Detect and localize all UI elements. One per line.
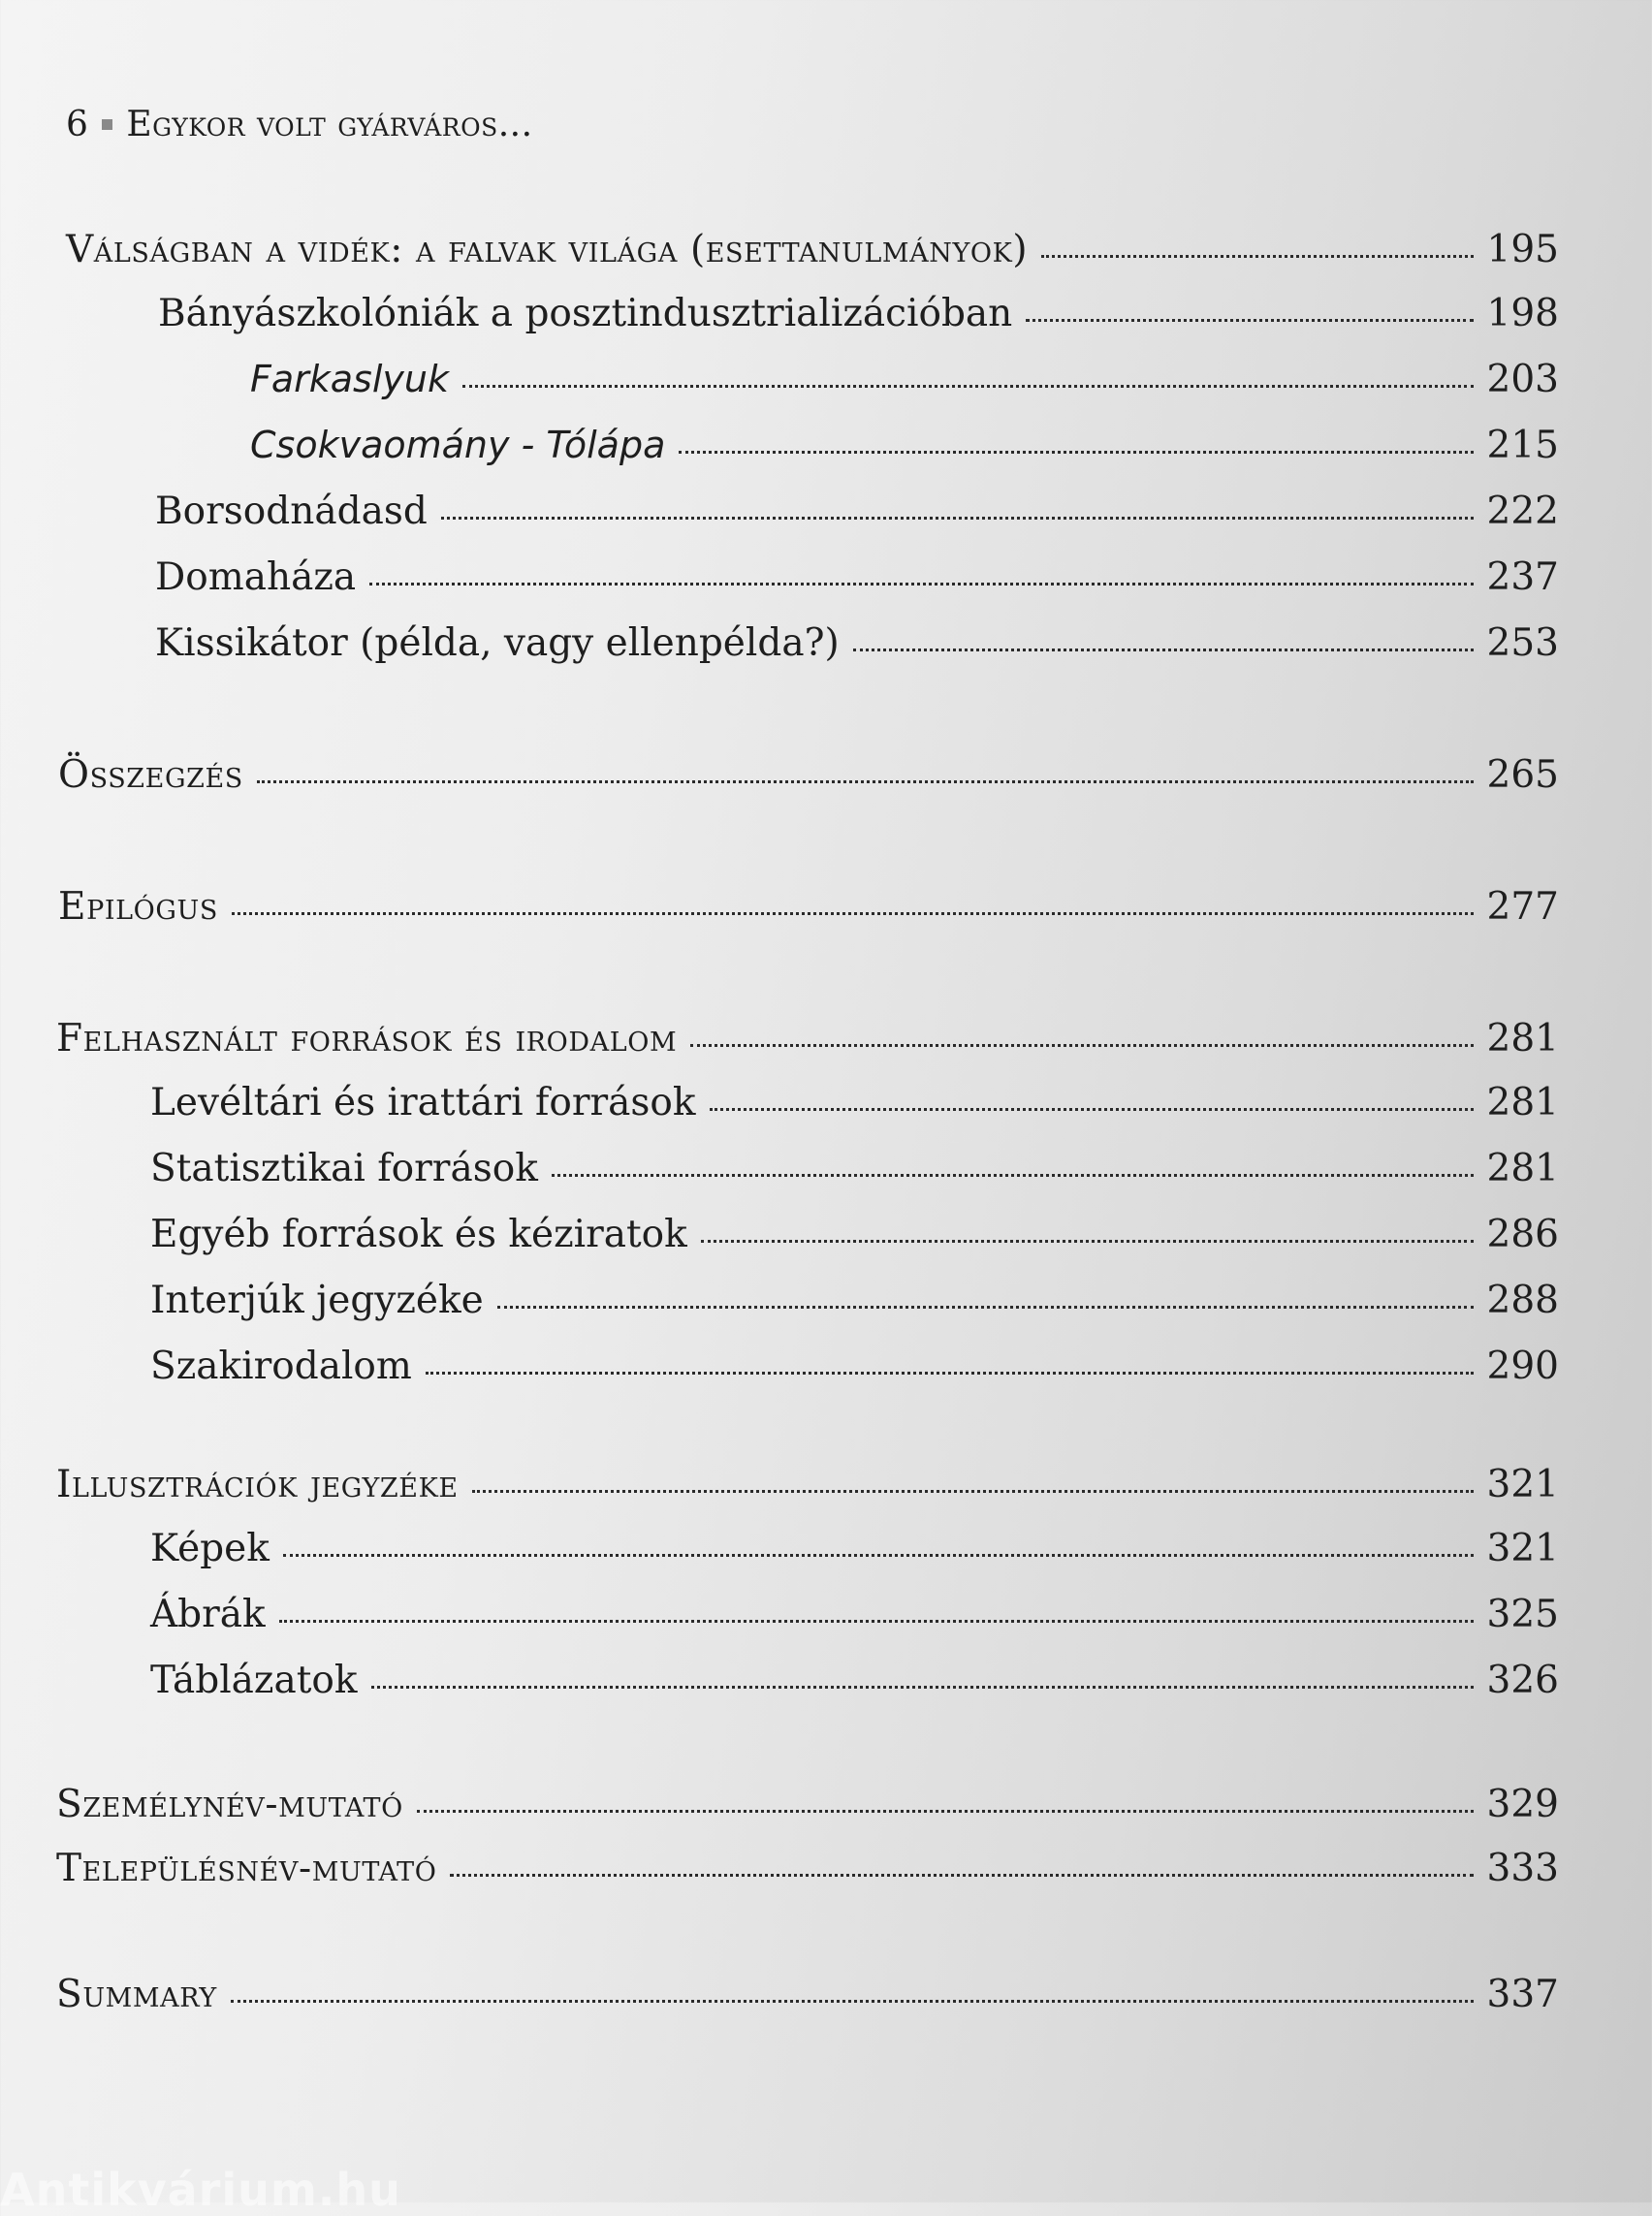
dot-leader xyxy=(1026,319,1473,322)
toc-entry-title: Egyéb források és kéziratok xyxy=(150,1213,687,1256)
toc-entry-banyaszkoloniak xyxy=(158,292,1559,335)
toc-entry-statisztikai xyxy=(150,1147,1559,1190)
dot-leader xyxy=(231,2000,1474,2003)
toc-entry-szakirodalom xyxy=(150,1345,1559,1388)
dot-leader xyxy=(710,1108,1474,1111)
toc-entry-page: 281 xyxy=(1486,1017,1559,1061)
watermark: Antikvárium.hu xyxy=(0,2164,401,2216)
book-title: Egykor volt gyárváros... xyxy=(126,105,533,144)
toc-entry-title: Összegzés xyxy=(58,753,243,797)
toc-entry-title: Borsodnádasd xyxy=(155,490,428,533)
dot-leader xyxy=(853,649,1474,651)
dot-leader xyxy=(552,1174,1474,1177)
dot-leader xyxy=(701,1240,1474,1243)
toc-entry-valsagban xyxy=(66,228,1559,271)
toc-entry-page: 265 xyxy=(1486,753,1559,797)
dot-leader xyxy=(283,1554,1474,1557)
toc-entry-illusztraciok xyxy=(56,1463,1559,1506)
toc-entry-kissikator xyxy=(155,621,1559,665)
toc-entry-farkaslyuk xyxy=(250,358,1559,401)
toc-entry-title: Csokvaomány - Tólápa xyxy=(250,424,666,466)
toc-entry-summary xyxy=(56,1973,1559,2016)
toc-entry-title: Statisztikai források xyxy=(150,1147,538,1190)
toc-entry-felhasznalt-forrasok xyxy=(56,1017,1559,1061)
toc-entry-page: 198 xyxy=(1486,292,1559,335)
toc-entry-page: 277 xyxy=(1486,885,1559,929)
toc-entry-title: Farkaslyuk xyxy=(250,358,449,400)
toc-entry-telepulesnev-mutato xyxy=(56,1847,1559,1890)
toc-entry-page: 237 xyxy=(1486,555,1559,599)
dot-leader xyxy=(369,583,1473,586)
toc-entry-leveltari xyxy=(150,1081,1559,1124)
toc-entry-borsodnadasd xyxy=(155,490,1559,533)
toc-entry-page: 333 xyxy=(1486,1847,1559,1890)
dot-leader xyxy=(462,385,1474,388)
toc-entry-page: 329 xyxy=(1486,1783,1559,1826)
toc-entry-page: 288 xyxy=(1486,1279,1559,1322)
toc-entry-title: Epilógus xyxy=(58,885,218,929)
toc-entry-title: Válságban a vidék: a falvak világa (esettanulmányok) xyxy=(66,228,1029,271)
dot-leader xyxy=(279,1620,1474,1623)
dot-leader xyxy=(232,912,1474,915)
toc-entry-domahaza xyxy=(155,555,1559,599)
toc-entry-title: Szakirodalom xyxy=(150,1345,412,1388)
toc-entry-title: Interjúk jegyzéke xyxy=(150,1279,484,1322)
toc-entry-page: 222 xyxy=(1486,490,1559,533)
toc-entry-title: Bányászkolóniák a posztindusztrializációban xyxy=(158,292,1013,335)
toc-entry-page: 195 xyxy=(1486,228,1559,271)
dot-leader xyxy=(690,1044,1473,1047)
toc-entry-title: Településnév-mutató xyxy=(56,1847,437,1890)
toc-entry-page: 326 xyxy=(1486,1659,1559,1702)
toc-entry-interjuk xyxy=(150,1279,1559,1322)
dot-leader xyxy=(257,780,1474,783)
dot-leader xyxy=(450,1874,1473,1877)
toc-entry-title: Táblázatok xyxy=(150,1659,358,1702)
toc-entry-page: 290 xyxy=(1486,1345,1559,1388)
dot-leader xyxy=(472,1490,1474,1493)
toc-entry-csokvaomany xyxy=(250,424,1559,467)
toc-entry-page: 203 xyxy=(1486,358,1559,401)
toc-entry-kepek xyxy=(150,1527,1559,1570)
dot-leader xyxy=(1041,255,1473,258)
toc-entry-title: Képek xyxy=(150,1527,270,1570)
dot-leader xyxy=(497,1306,1474,1309)
toc-entry-title: Kissikátor (példa, vagy ellenpélda?) xyxy=(155,621,840,665)
toc-entry-szemelynev-mutato xyxy=(56,1783,1559,1826)
toc-entry-page: 286 xyxy=(1486,1213,1559,1256)
toc-entry-page: 325 xyxy=(1486,1593,1559,1636)
toc-entry-osszegzes xyxy=(58,753,1559,797)
toc-entry-title: Személynév-mutató xyxy=(56,1783,403,1826)
dot-leader xyxy=(417,1810,1474,1813)
toc-entry-egyeb-forrasok xyxy=(150,1213,1559,1256)
toc-entry-page: 253 xyxy=(1486,621,1559,665)
dot-leader xyxy=(426,1372,1474,1375)
toc-entry-title: Levéltári és irattári források xyxy=(150,1081,696,1124)
dot-leader xyxy=(441,517,1474,520)
toc-entry-title: Illusztrációk jegyzéke xyxy=(56,1463,459,1506)
toc-entry-title: Felhasznált források és irodalom xyxy=(56,1017,678,1061)
toc-entry-page: 281 xyxy=(1486,1147,1559,1190)
toc-entry-title: Summary xyxy=(56,1973,217,2016)
toc-entry-tablazatok xyxy=(150,1659,1559,1702)
toc-entry-abrak xyxy=(150,1593,1559,1636)
toc-entry-epilogus xyxy=(58,885,1559,929)
toc-entry-page: 337 xyxy=(1486,1973,1559,2016)
toc-entry-page: 321 xyxy=(1486,1527,1559,1570)
toc-entry-title: Domaháza xyxy=(155,555,357,599)
toc-entry-page: 281 xyxy=(1486,1081,1559,1124)
dot-leader xyxy=(371,1686,1474,1689)
dot-leader xyxy=(679,451,1473,454)
toc-entry-title: Ábrák xyxy=(150,1593,266,1636)
toc-entry-page: 215 xyxy=(1486,424,1559,467)
page-number: 6 xyxy=(66,105,89,144)
toc-entry-page: 321 xyxy=(1486,1463,1559,1506)
